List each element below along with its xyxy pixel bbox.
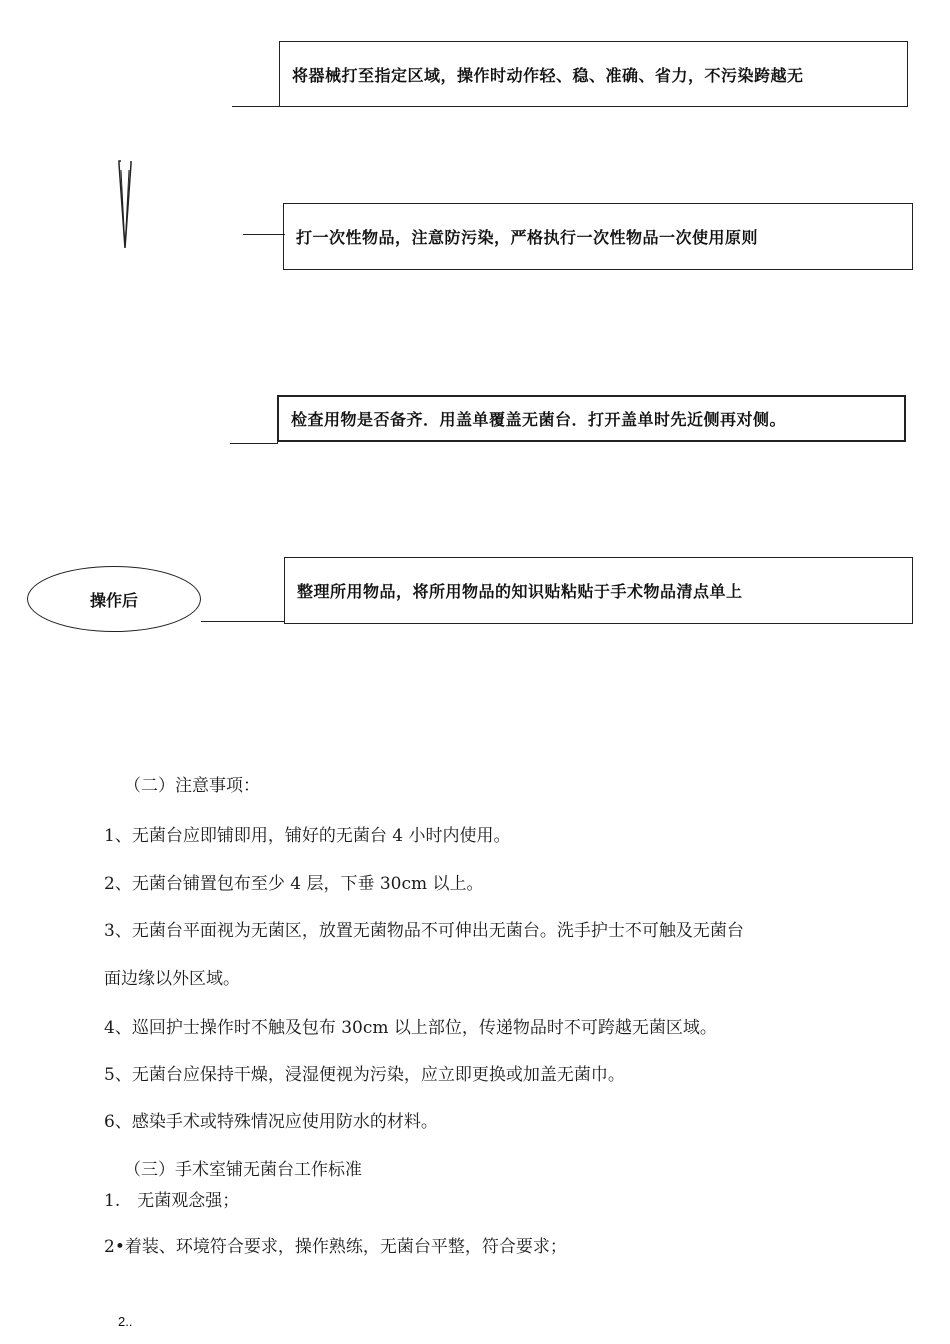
flow-box-3: 检查用物是否备齐．用盖单覆盖无菌台．打开盖单时先近侧再对侧。 (277, 395, 906, 442)
flow-box-1: 将器械打至指定区域，操作时动作轻、稳、准确、省力，不污染跨越无 (279, 41, 908, 107)
list-item: 4、巡回护士操作时不触及包布 30cm 以上部位，传递物品时不可跨越无菌区域。 (104, 1018, 717, 1038)
after-operation-oval: 操作后 (27, 566, 201, 632)
list-item: 3、无菌台平面视为无菌区，放置无菌物品不可伸出无菌台。洗手护士不可触及无菌台 (104, 921, 744, 941)
flow-box-2: 打一次性物品，注意防污染，严格执行一次性物品一次使用原则 (283, 203, 913, 270)
connector-line (230, 443, 278, 444)
page-number: 2.. (118, 1314, 133, 1329)
list-item: 2、无菌台铺置包布至少 4 层，下垂 30cm 以上。 (104, 874, 484, 894)
connector-line (232, 106, 280, 107)
list-item: 2•着装、环境符合要求，操作熟练，无菌台平整，符合要求； (104, 1237, 567, 1257)
flow-box-4: 整理所用物品，将所用物品的知识贴粘贴于手术物品清点单上 (284, 557, 913, 624)
connector-line (243, 234, 285, 235)
section-heading: （二）注意事项： (124, 776, 260, 796)
list-item: 5、无菌台应保持干燥，浸湿便视为污染，应立即更换或加盖无菌巾。 (104, 1065, 625, 1085)
arrow-down-icon (115, 160, 135, 252)
list-item-continuation: 面边缘以外区域。 (104, 969, 240, 989)
list-item: 6、感染手术或特殊情况应使用防水的材料。 (104, 1112, 438, 1132)
section-heading: （三）手术室铺无菌台工作标准 (124, 1160, 362, 1180)
list-item: 1. 无菌观念强； (104, 1191, 240, 1211)
list-item: 1、无菌台应即铺即用，铺好的无菌台 4 小时内使用。 (104, 826, 511, 846)
connector-line (201, 621, 285, 622)
